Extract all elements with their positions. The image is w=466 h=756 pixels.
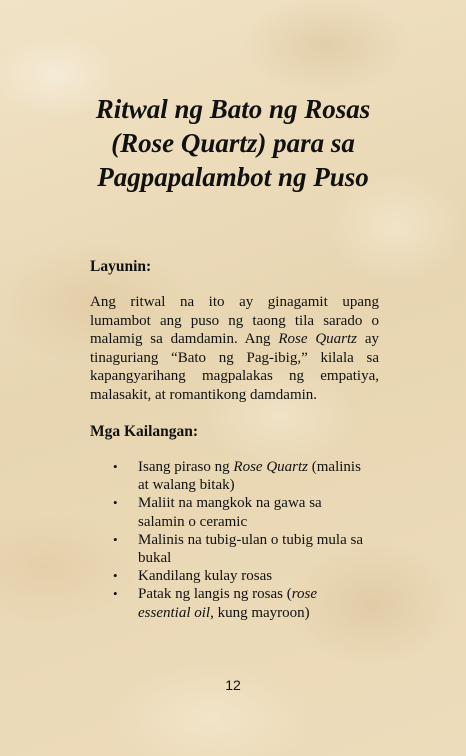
paragraph-line: tinaguriang “Bato ng Pag-ibig,” kilala sa: [90, 349, 379, 366]
list-item-text: Maliit na mangkok na gawa sa: [138, 495, 322, 512]
rose-term: rose: [291, 586, 318, 603]
paragraph-line: kapangyarihang magpalakas ng empatiya,: [90, 368, 379, 385]
rose-quartz-term: Rose Quartz: [278, 331, 357, 348]
layunin-paragraph: [90, 293, 379, 405]
paragraph-text: ay: [357, 331, 379, 348]
page-number: 12: [225, 677, 241, 693]
item-text: (malinis: [308, 459, 361, 475]
bullet-icon: •: [113, 531, 118, 547]
item-text: Patak ng langis ng rosas (: [138, 586, 292, 603]
list-item-text: [138, 458, 392, 476]
title-line-1: Ritwal ng Bato ng Rosas: [95, 94, 371, 124]
list-item: [112, 458, 392, 494]
list-item-text: Malinis na tubig-ulan o tubig mula sa: [138, 531, 363, 548]
paragraph-line: lumambot ang puso ng taong tila sarado o: [90, 312, 379, 329]
paragraph-line: malasakit, at romantikong damdamin.: [90, 386, 318, 403]
title-line-2: (Rose Quartz) para sa: [111, 128, 355, 158]
item-text: , kung mayroon): [210, 604, 310, 621]
list-item-text: at walang bitak): [138, 477, 235, 494]
layunin-heading: Layunin:: [90, 258, 152, 275]
item-text: Isang piraso ng: [138, 459, 234, 475]
list-item: [112, 567, 392, 585]
list-item: [112, 585, 392, 621]
list-item-text: bukal: [138, 550, 172, 567]
page-title: [60, 92, 406, 194]
list-item-text: [138, 585, 392, 603]
list-item-text: Kandilang kulay rosas: [138, 568, 273, 585]
list-item: [112, 494, 392, 530]
bullet-icon: •: [113, 459, 118, 474]
essential-oil-term: essential oil: [138, 604, 211, 621]
list-item-text: salamin o ceramic: [138, 513, 248, 530]
kailangan-heading: Mga Kailangan:: [90, 423, 199, 440]
paragraph-line: [90, 330, 379, 349]
bullet-icon: •: [113, 586, 118, 602]
rose-quartz-term: Rose Quartz: [233, 459, 308, 475]
bullet-icon: •: [113, 568, 118, 584]
paragraph-line: Ang ritwal na ito ay ginagamit upang: [90, 294, 379, 310]
list-item: [112, 531, 392, 567]
title-line-3: Pagpapalambot ng Puso: [97, 162, 369, 192]
kailangan-list: [112, 458, 392, 622]
list-item-text: [138, 604, 392, 622]
paragraph-text: malamig sa damdamin. Ang: [90, 331, 279, 348]
bullet-icon: •: [113, 495, 118, 511]
